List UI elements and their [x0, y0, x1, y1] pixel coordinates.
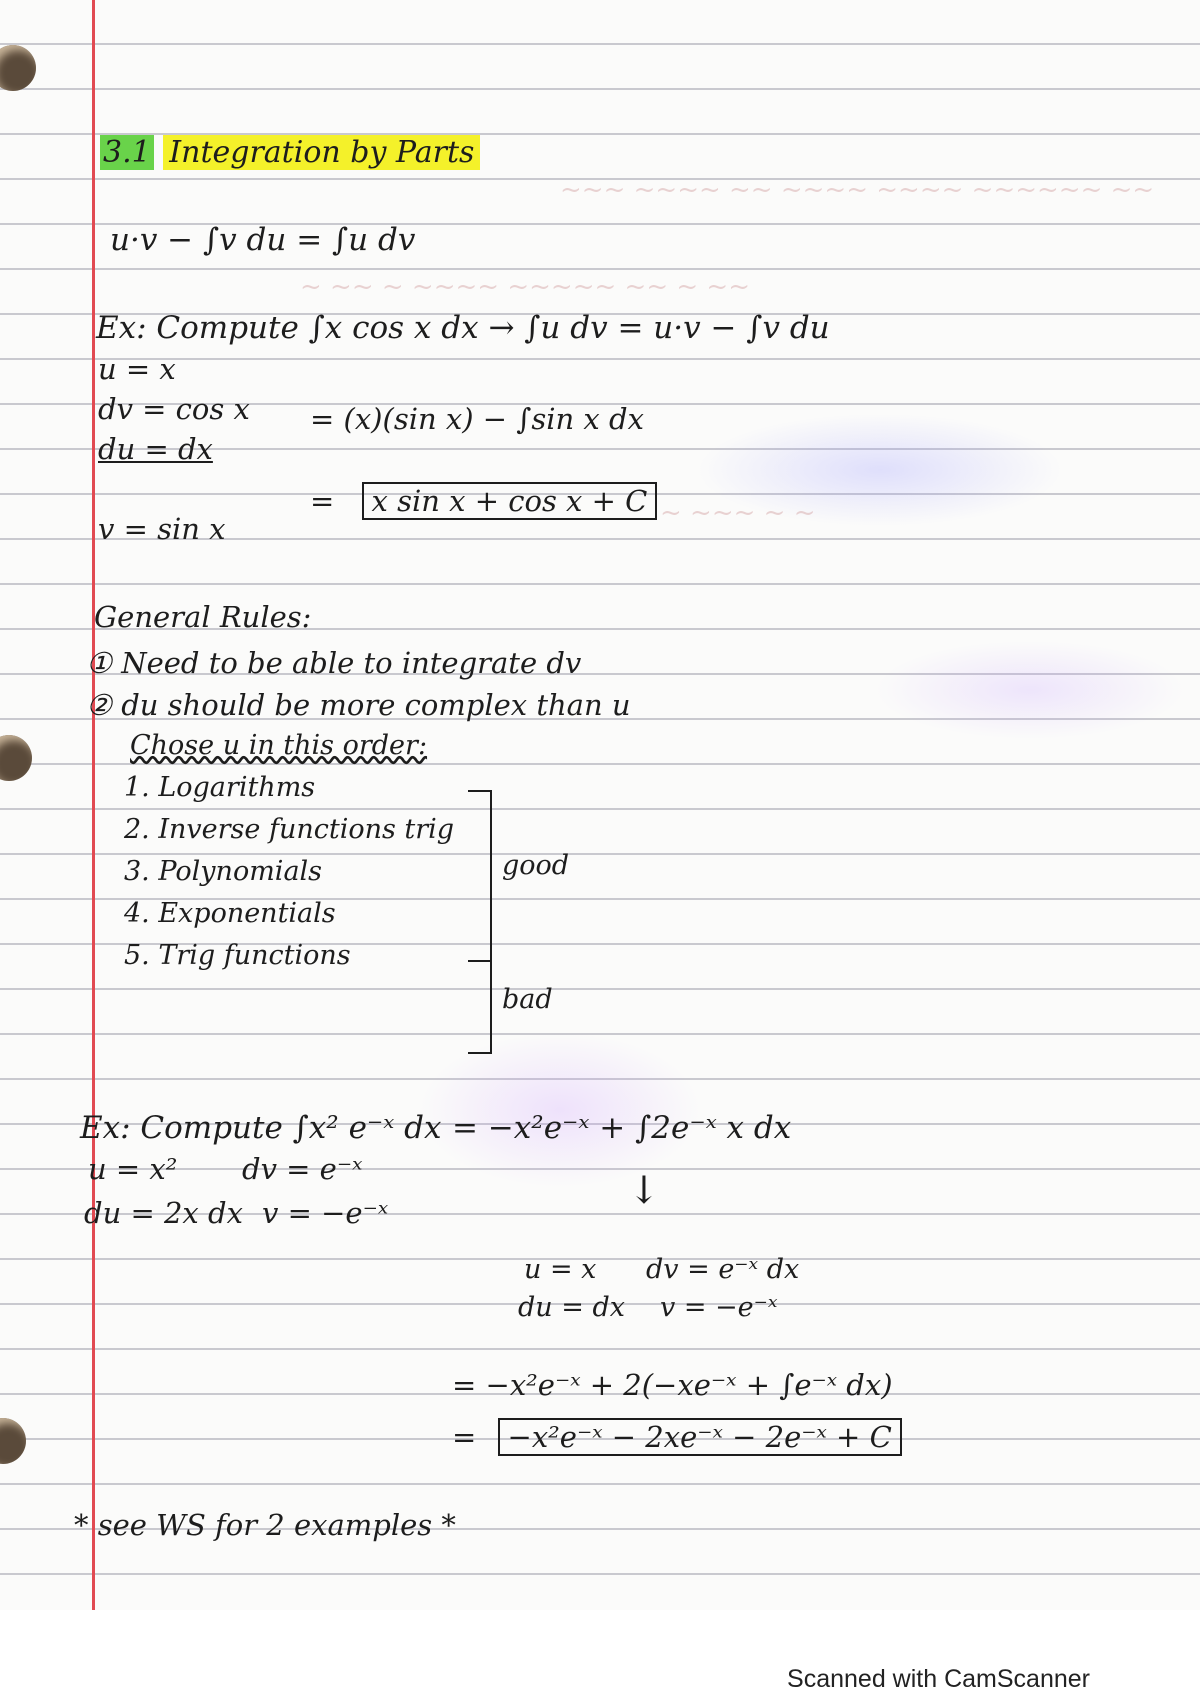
example1-dv: dv = cos x: [98, 392, 250, 426]
camscanner-watermark: Scanned with CamScanner: [787, 1665, 1090, 1693]
example2-u: u = x²: [88, 1152, 178, 1186]
bleed-through-text: ~~~ ~~~~ ~~ ~~~~ ~~~~ ~~~~~~ ~~: [560, 175, 1155, 205]
equals-sign: =: [310, 484, 335, 518]
parts-formula: u·v − ∫v du = ∫u dv: [110, 222, 416, 258]
good-bracket: [468, 790, 492, 962]
example2-answer-line: [452, 1420, 902, 1454]
example1-prompt: Ex: Compute ∫x cos x dx → ∫u dv = u·v − ∫v du: [96, 310, 830, 346]
example2-du: du = 2x dx: [84, 1196, 243, 1230]
worksheet-note: * see WS for 2 examples *: [74, 1508, 456, 1542]
example2-step1: = −x²e⁻ˣ + ∫2e⁻ˣ x dx: [452, 1110, 792, 1146]
example2-inner-dv: dv = e⁻ˣ dx: [646, 1254, 800, 1285]
example2-v: v = −e⁻ˣ: [262, 1196, 389, 1230]
section-heading: [100, 135, 480, 170]
example1-answer-line: [310, 484, 657, 518]
order-item-2: 2. Inverse functions trig: [124, 814, 455, 845]
example2-step2: = −x²e⁻ˣ + 2(−xe⁻ˣ + ∫e⁻ˣ dx): [452, 1368, 893, 1402]
order-heading: Chose u in this order:: [130, 730, 428, 761]
example2-inner-du: du = dx: [518, 1292, 625, 1323]
section-title: Integration by Parts: [163, 135, 480, 170]
example2-answer: −x²e⁻ˣ − 2xe⁻ˣ − 2e⁻ˣ + C: [498, 1418, 902, 1456]
rule-2: ② du should be more complex than u: [86, 688, 631, 722]
bleed-through-text: ~ ~~ ~ ~~~~ ~~~~~ ~~ ~ ~~: [300, 272, 750, 302]
rules-heading: General Rules:: [94, 600, 312, 634]
binder-hole-top: [0, 45, 36, 91]
example1-du: du = dx: [98, 432, 213, 466]
example1-answer: x sin x + cos x + C: [362, 482, 658, 520]
order-item-1: 1. Logarithms: [124, 772, 316, 803]
bleed-through-text: ~ ~~~ ~ ~: [660, 498, 816, 528]
section-number: 3.1: [100, 135, 154, 170]
example2-dv: dv = e⁻ˣ: [242, 1152, 363, 1186]
rule-1: ① Need to be able to integrate dv: [86, 646, 582, 680]
order-item-4: 4. Exponentials: [124, 898, 336, 929]
example1-step: = (x)(sin x) − ∫sin x dx: [310, 402, 644, 436]
bad-bracket: [468, 960, 492, 1054]
order-item-3: 3. Polynomials: [124, 856, 323, 887]
bad-label: bad: [502, 984, 553, 1015]
example1-v: v = sin x: [98, 512, 226, 546]
example2-inner-v: v = −e⁻ˣ: [660, 1292, 778, 1323]
good-label: good: [502, 850, 570, 881]
example1-u: u = x: [98, 352, 176, 386]
down-arrow: ↓: [628, 1168, 660, 1212]
order-item-5: 5. Trig functions: [124, 940, 351, 971]
example2-inner-u: u = x: [524, 1254, 597, 1285]
equals-sign: =: [452, 1420, 477, 1454]
binder-hole-bottom: [0, 1418, 26, 1464]
binder-hole-middle: [0, 735, 32, 781]
example2-prompt: Ex: Compute ∫x² e⁻ˣ dx: [80, 1110, 442, 1146]
margin-line: [92, 0, 95, 1610]
